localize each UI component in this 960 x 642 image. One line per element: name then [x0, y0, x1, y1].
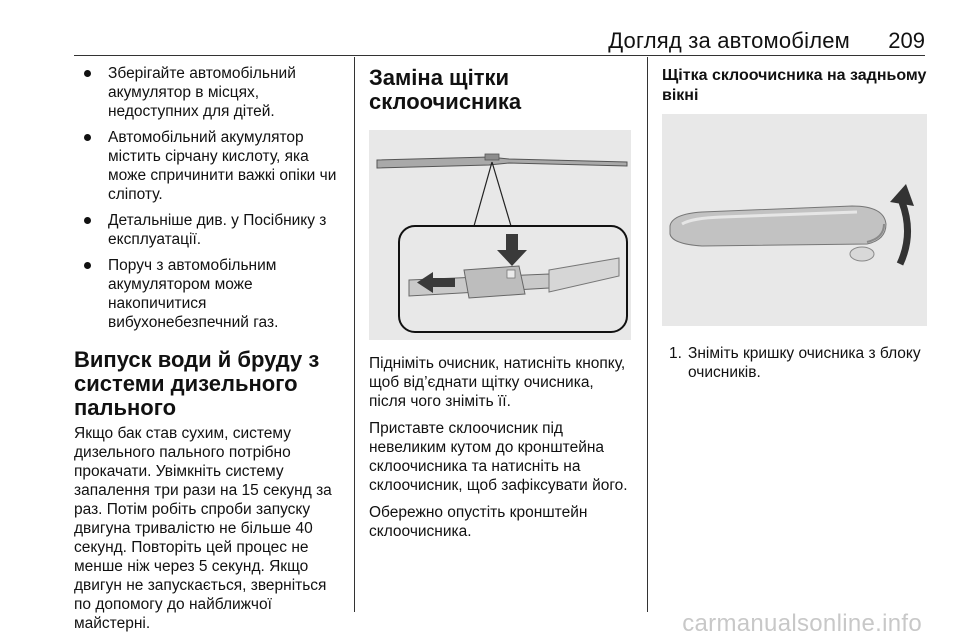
wiper-step-3: Обережно опустіть кронштейн склоочисника. — [369, 504, 588, 540]
rear-wiper-step — [662, 344, 927, 382]
header-rule — [74, 55, 925, 56]
diesel-paragraph: Якщо бак став сухим, систему дизельного пального потрібно прокачати. Увімкніть систему запалення три рази на 15 секунд за раз. Потім робіть спроби запуску двигуна тривалістю не більше 40 секунд. Повторіть цей процес не менше ніж через 5 секунд. Якщо двигун не запускається, зверніться по допомогу до найближчої майстерні. — [74, 425, 332, 632]
column-2 — [369, 66, 634, 549]
column-divider-1 — [354, 57, 355, 612]
page-header-title: Догляд за автомобілем — [608, 28, 850, 53]
section-heading-wiper: Заміна щітки склоочисника — [369, 65, 522, 114]
column-divider-2 — [647, 57, 648, 612]
step-number: 1. — [669, 345, 682, 362]
section-heading-rear-wiper: Щітка склоочисника на задньому вікні — [662, 67, 927, 104]
column-3 — [662, 66, 927, 382]
bullet-item: Автомобільний акумулятор містить сірчану кислоту, яка може спричинити важкі опіки чи сліпоту. — [74, 128, 344, 204]
battery-warnings-list — [74, 64, 344, 332]
bullet-item: Зберігайте автомобільний акумулятор в місцях, недоступних для дітей. — [74, 64, 344, 121]
section-heading-diesel: Випуск води й бруду з системи дизельного пального — [74, 347, 320, 420]
step-text: Зніміть кришку очисника з блоку очисників. — [688, 345, 921, 381]
column-1 — [74, 64, 344, 641]
wiper-step-1: Підніміть очисник, натисніть кнопку, щоб від’єднати щітку очисника, після чого зніміть її. — [369, 355, 626, 410]
bullet-item: Детальніше див. у Посібнику з експлуатації. — [74, 211, 344, 249]
rear-wiper-steps — [662, 344, 927, 382]
page-number: 209 — [888, 28, 925, 53]
wiper-step-2: Приставте склоочисник під невеликим кутом до кронштейна склоочисника та натисніть на склоочисник, щоб зафіксувати його. — [369, 420, 628, 494]
bullet-item: Поруч з автомобільним акумулятором може накопичитися вибухонебезпечний газ. — [74, 256, 344, 332]
wiper-blade-illustration — [369, 130, 631, 340]
watermark: carmanualsonline.info — [682, 610, 922, 637]
rear-wiper-illustration — [662, 114, 927, 326]
